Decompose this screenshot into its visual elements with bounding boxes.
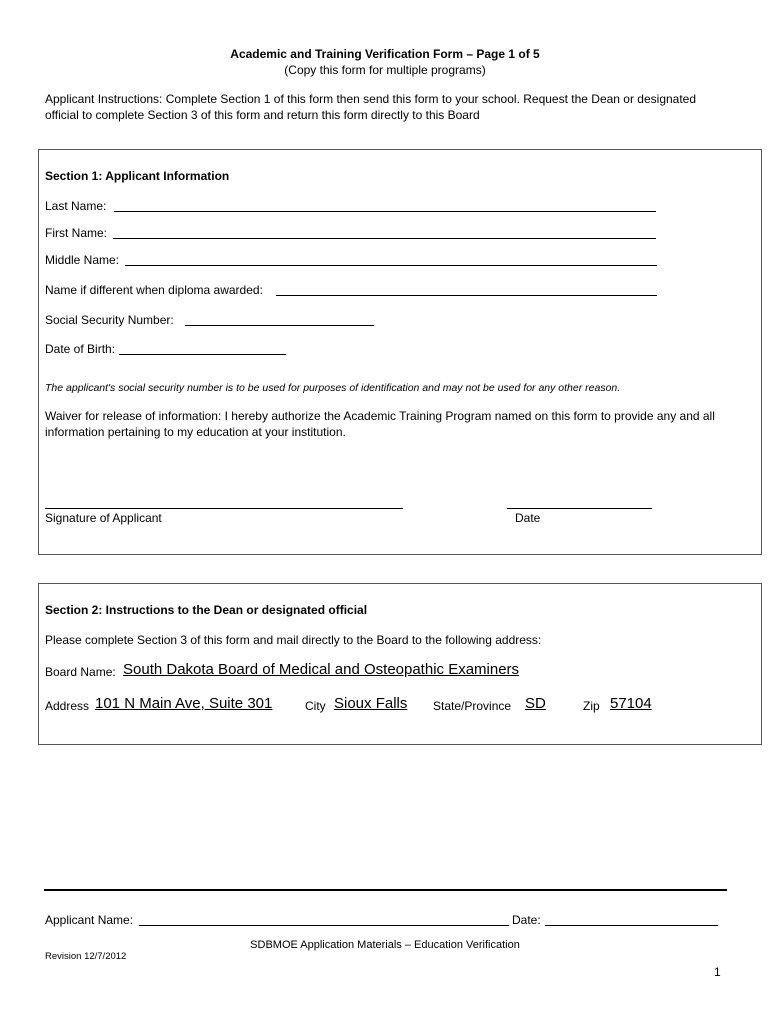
middle-name-label: Middle Name: [45, 253, 120, 267]
ssn-field[interactable] [185, 325, 374, 326]
first-name-field[interactable] [113, 238, 656, 239]
form-title: Academic and Training Verification Form – Page 1 of 5 [230, 47, 540, 61]
zip-label: Zip [583, 699, 600, 713]
last-name-label: Last Name: [45, 199, 107, 213]
state-value: SD [525, 695, 546, 712]
signature-date-label: Date [515, 511, 541, 525]
board-name-label: Board Name: [45, 665, 116, 679]
ssn-label: Social Security Number: [45, 313, 174, 327]
city-value: Sioux Falls [334, 695, 408, 712]
form-subtitle: (Copy this form for multiple programs) [284, 63, 486, 77]
section2-instruction: Please complete Section 3 of this form and mail directly to the Board to the following address: [45, 633, 542, 647]
section2-heading: Section 2: Instructions to the Dean or designated official [45, 603, 368, 617]
board-name-value: South Dakota Board of Medical and Osteopathic Examiners [123, 661, 520, 678]
applicant-instructions: Applicant Instructions: Complete Section 1 of this form then send this form to your school. Request the Dean or designated official to complete Section 3 of this form and return this form directly to this Board [45, 92, 697, 122]
zip-value: 57104 [610, 695, 652, 712]
signature-date-line[interactable] [507, 508, 652, 509]
address-label: Address [45, 699, 90, 713]
signature-line[interactable] [45, 508, 403, 509]
address-value: 101 N Main Ave, Suite 301 [95, 695, 273, 712]
ssn-note: The applicant's social security number is to be used for purposes of identification and may not be used for any other reason. [45, 382, 621, 394]
applicant-name-field[interactable] [139, 925, 509, 926]
page-number: 1 [714, 965, 721, 979]
signature-label: Signature of Applicant [45, 511, 162, 525]
footer-date-label: Date: [512, 913, 541, 927]
last-name-field[interactable] [114, 211, 656, 212]
applicant-name-label: Applicant Name: [45, 913, 134, 927]
diploma-name-label: Name if different when diploma awarded: [45, 283, 263, 297]
section1-heading: Section 1: Applicant Information [45, 169, 230, 183]
dob-label: Date of Birth: [45, 342, 116, 356]
footer-date-field[interactable] [545, 925, 718, 926]
diploma-name-field[interactable] [276, 295, 657, 296]
revision-text: Revision 12/7/2012 [45, 951, 127, 962]
dob-field[interactable] [119, 354, 286, 355]
section1-box [38, 149, 762, 555]
city-label: City [305, 699, 326, 713]
state-label: State/Province [433, 699, 512, 713]
footer-center-text: SDBMOE Application Materials – Education Verification [250, 939, 520, 951]
middle-name-field[interactable] [125, 265, 657, 266]
footer-divider [44, 889, 727, 891]
waiver-text: Waiver for release of information: I hereby authorize the Academic Training Program named on this form to provide any and all information pertaining to my education at your institution. [45, 409, 715, 439]
first-name-label: First Name: [45, 226, 108, 240]
